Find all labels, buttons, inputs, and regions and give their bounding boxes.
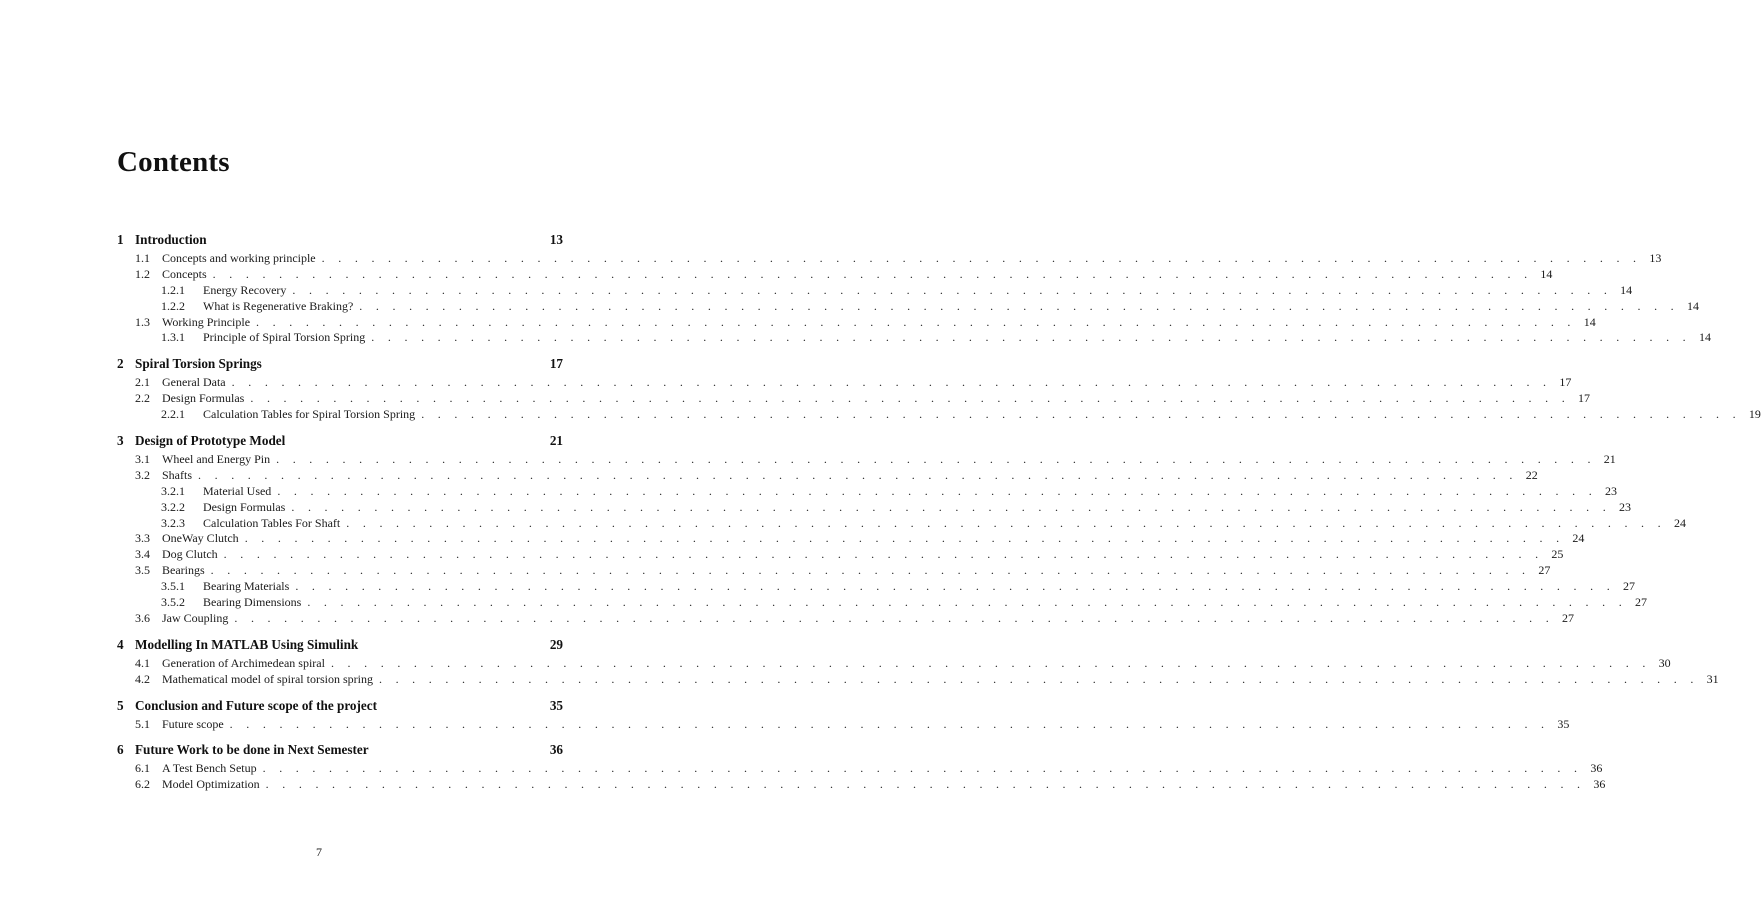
dot-leader: . . . . . . . . . . . . . . . . . . . . . . . . . . . . . . . . . . . . . . . . . . . . . . . . . . . . . . . . . . . . . . . . . . . . . . . . . . . . . . . .	[295, 579, 1616, 594]
toc-entry-title: A Test Bench Setup	[162, 761, 257, 776]
toc-entry-number: 1.2	[135, 266, 150, 281]
dot-leader: . . . . . . . . . . . . . . . . . . . . . . . . . . . . . . . . . . . . . . . . . . . . . . . . . . . . . . . . . . . . . . . . . . . . . . . . . . . . . . . .	[198, 467, 1518, 482]
dot-leader: . . . . . . . . . . . . . . . . . . . . . . . . . . . . . . . . . . . . . . . . . . . . . . . . . . . . . . . . . . . . . . . . . . . . . . . . . . . . . . . .	[277, 483, 1598, 498]
dot-leader: . . . . . . . . . . . . . . . . . . . . . . . . . . . . . . . . . . . . . . . . . . . . . . . . . . . . . . . . . . . . . . . . . . . . . . . . . . . . . . . .	[265, 777, 1586, 792]
toc-entry-title: Design Formulas	[203, 499, 286, 514]
toc-chapter	[117, 636, 1719, 688]
toc-subsection-entry[interactable]	[117, 579, 1636, 595]
toc-chapter-title: Spiral Torsion Springs	[135, 356, 262, 372]
dot-leader: . . . . . . . . . . . . . . . . . . . . . . . . . . . . . . . . . . . . . . . . . . . . . . . . . . . . . . . . . . . . . . . . . . . . . . . . . . . . . . . .	[210, 563, 1531, 578]
dot-leader: . . . . . . . . . . . . . . . . . . . . . . . . . . . . . . . . . . . . . . . . . . . . . . . . . . . . . . . . . . . . . . . . . . . . . . . . . . . . . . . .	[307, 595, 1628, 610]
toc-chapter	[117, 356, 1761, 423]
toc-chapter-number: 6	[117, 742, 124, 758]
toc-entry-page: 21	[1603, 452, 1616, 467]
dot-leader: . . . . . . . . . . . . . . . . . . . . . . . . . . . . . . . . . . . . . . . . . . . . . . . . . . . . . . . . . . . . . . . . . . . . . . . . . . . . . . . .	[229, 716, 1550, 731]
dot-leader: . . . . . . . . . . . . . . . . . . . . . . . . . . . . . . . . . . . . . . . . . . . . . . . . . . . . . . . . . . . . . . . . . . . . . . . . . . . . . . . .	[378, 671, 1699, 686]
toc-chapter-heading[interactable]	[117, 433, 563, 452]
toc-entry-number: 3.5	[135, 563, 150, 578]
dot-leader: . . . . . . . . . . . . . . . . . . . . . . . . . . . . . . . . . . . . . . . . . . . . . . . . . . . . . . . . . . . . . . . . . . . . . . . . . . . . . . . .	[231, 375, 1552, 390]
dot-leader: . . . . . . . . . . . . . . . . . . . . . . . . . . . . . . . . . . . . . . . . . . . . . . . . . . . . . . . . . . . . . . . . . . . . . . . . . . . . . . . .	[291, 499, 1612, 514]
toc-section-entry[interactable]	[117, 314, 1596, 331]
toc-entry-title: Bearing Materials	[203, 579, 290, 594]
toc-entry-title: Bearings	[162, 563, 205, 578]
dot-leader: . . . . . . . . . . . . . . . . . . . . . . . . . . . . . . . . . . . . . . . . . . . . . . . . . . . . . . . . . . . . . . . . . . . . . . . . . . . . . . . .	[292, 282, 1613, 297]
toc-entry-page: 24	[1673, 515, 1686, 530]
toc-entry-number: 1.2.2	[161, 298, 185, 313]
dot-leader: . . . . . . . . . . . . . . . . . . . . . . . . . . . . . . . . . . . . . . . . . . . . . . . . . . . . . . . . . . . . . . . . . . . . . . . . . . . . . . . .	[276, 452, 1596, 467]
toc-entry-page: 23	[1619, 499, 1632, 514]
toc-chapter-title: Modelling In MATLAB Using Simulink	[135, 636, 359, 652]
dot-leader: . . . . . . . . . . . . . . . . . . . . . . . . . . . . . . . . . . . . . . . . . . . . . . . . . . . . . . . . . . . . . . . . . . . . . . . . . . . . . . . .	[234, 610, 1555, 625]
dot-leader: . . . . . . . . . . . . . . . . . . . . . . . . . . . . . . . . . . . . . . . . . . . . . . . . . . . . . . . . . . . . . . . . . . . . . . . . . . . . . . . .	[346, 515, 1666, 530]
toc-entry-page: 14	[1686, 298, 1699, 313]
table-of-contents	[117, 232, 1761, 803]
toc-entry-number: 3.3	[135, 531, 150, 546]
toc-section-entry[interactable]	[117, 777, 1606, 793]
toc-entry-title: General Data	[162, 375, 226, 390]
toc-chapter-heading[interactable]	[117, 698, 563, 717]
toc-section-entry[interactable]	[117, 655, 1671, 672]
page-title: Contents	[117, 146, 230, 178]
dot-leader: . . . . . . . . . . . . . . . . . . . . . . . . . . . . . . . . . . . . . . . . . . . . . . . . . . . . . . . . . . . . . . . . . . . . . . . . . . . . . . . .	[256, 314, 1576, 329]
dot-leader: . . . . . . . . . . . . . . . . . . . . . . . . . . . . . . . . . . . . . . . . . . . . . . . . . . . . . . . . . . . . . . . . . . . . . . . . . . . . . . . .	[212, 266, 1533, 281]
toc-chapter-page: 36	[549, 742, 563, 758]
toc-entry-number: 2.2.1	[161, 407, 185, 422]
toc-entry-page: 14	[1698, 330, 1711, 345]
toc-chapter-heading[interactable]	[117, 637, 563, 656]
dot-leader: . . . . . . . . . . . . . . . . . . . . . . . . . . . . . . . . . . . . . . . . . . . . . . . . . . . . . . . . . . . . . . . . . . . . . . . . . . . . . . . .	[359, 298, 1679, 313]
toc-entry-page: 30	[1658, 655, 1671, 670]
toc-chapter-title: Introduction	[135, 232, 207, 247]
toc-entry-title: Future scope	[162, 716, 224, 731]
toc-entry-title: OneWay Clutch	[162, 531, 239, 546]
toc-entry-number: 5.1	[135, 716, 150, 731]
toc-entry-page: 24	[1572, 531, 1585, 546]
toc-section-entry[interactable]	[117, 547, 1564, 563]
toc-chapter	[117, 433, 1686, 627]
toc-entry-page: 36	[1590, 761, 1603, 776]
toc-entry-number: 3.5.2	[161, 595, 185, 610]
toc-entry-number: 3.5.1	[161, 579, 185, 594]
toc-entry-page: 14	[1540, 266, 1553, 281]
toc-entry-title: Material Used	[203, 483, 272, 498]
toc-chapter	[117, 742, 1606, 793]
toc-entry-page: 17	[1578, 391, 1591, 406]
toc-entry-title: Generation of Archimedean spiral	[162, 655, 325, 670]
toc-section-entry[interactable]	[117, 761, 1603, 777]
toc-entry-number: 3.2.1	[161, 483, 185, 498]
toc-subsection-entry[interactable]	[117, 515, 1686, 532]
toc-entry-title: Jaw Coupling	[162, 610, 229, 625]
dot-leader: . . . . . . . . . . . . . . . . . . . . . . . . . . . . . . . . . . . . . . . . . . . . . . . . . . . . . . . . . . . . . . . . . . . . . . . . . . . . . . . .	[321, 251, 1642, 265]
toc-entry-number: 4.2	[135, 671, 150, 686]
toc-entry-page: 14	[1583, 314, 1596, 329]
toc-section-entry[interactable]	[117, 563, 1551, 579]
toc-chapter-heading[interactable]	[117, 356, 563, 375]
toc-entry-number: 6.1	[135, 761, 150, 776]
toc-entry-page: 23	[1605, 483, 1618, 498]
dot-leader: . . . . . . . . . . . . . . . . . . . . . . . . . . . . . . . . . . . . . . . . . . . . . . . . . . . . . . . . . . . . . . . . . . . . . . . . . . . . . . . .	[223, 547, 1544, 562]
toc-subsection-entry[interactable]	[117, 483, 1618, 500]
toc-entry-page: 25	[1551, 547, 1564, 562]
toc-entry-page: 19	[1748, 407, 1761, 422]
toc-entry-page: 17	[1559, 375, 1572, 390]
toc-subsection-entry[interactable]	[117, 282, 1633, 299]
toc-section-entry[interactable]	[117, 531, 1585, 547]
toc-chapter-number: 3	[117, 433, 124, 449]
toc-chapter-title: Design of Prototype Model	[135, 433, 286, 449]
toc-chapter-page: 21	[549, 433, 563, 449]
toc-section-entry[interactable]	[117, 452, 1616, 468]
toc-entry-title: Design Formulas	[162, 391, 245, 406]
toc-entry-page: 31	[1706, 671, 1719, 686]
toc-chapter-heading[interactable]	[117, 232, 563, 251]
toc-entry-page: 36	[1593, 777, 1606, 792]
toc-section-entry[interactable]	[117, 251, 1662, 267]
toc-subsection-entry[interactable]	[117, 330, 1711, 346]
toc-entry-page: 14	[1620, 282, 1633, 297]
toc-entry-page: 27	[1623, 579, 1636, 594]
toc-entry-title: Calculation Tables for Spiral Torsion Spring	[203, 407, 416, 422]
toc-entry-number: 1.1	[135, 251, 150, 265]
dot-leader: . . . . . . . . . . . . . . . . . . . . . . . . . . . . . . . . . . . . . . . . . . . . . . . . . . . . . . . . . . . . . . . . . . . . . . . . . . . . . . . .	[262, 761, 1583, 776]
toc-chapter-page: 29	[549, 636, 563, 652]
page-number: 7	[316, 845, 322, 859]
toc-entry-page: 27	[1538, 563, 1551, 578]
toc-entry-number: 2.2	[135, 391, 150, 406]
toc-chapter-title: Future Work to be done in Next Semester	[135, 742, 369, 758]
toc-chapter-page: 35	[549, 697, 563, 713]
toc-entry-title: Bearing Dimensions	[203, 595, 302, 610]
toc-chapter-page: 17	[549, 356, 563, 372]
dot-leader: . . . . . . . . . . . . . . . . . . . . . . . . . . . . . . . . . . . . . . . . . . . . . . . . . . . . . . . . . . . . . . . . . . . . . . . . . . . . . . . .	[244, 531, 1565, 546]
toc-entry-title: Wheel and Energy Pin	[162, 452, 271, 467]
toc-entry-number: 3.2.2	[161, 499, 185, 514]
toc-subsection-entry[interactable]	[117, 595, 1648, 611]
toc-subsection-entry[interactable]	[117, 499, 1632, 516]
dot-leader: . . . . . . . . . . . . . . . . . . . . . . . . . . . . . . . . . . . . . . . . . . . . . . . . . . . . . . . . . . . . . . . . . . . . . . . . . . . . . . . .	[330, 655, 1651, 670]
dot-leader: . . . . . . . . . . . . . . . . . . . . . . . . . . . . . . . . . . . . . . . . . . . . . . . . . . . . . . . . . . . . . . . . . . . . . . . . . . . . . . . .	[371, 330, 1691, 345]
toc-section-entry[interactable]	[117, 671, 1719, 688]
toc-chapter-number: 2	[117, 356, 124, 372]
toc-entry-page: 35	[1557, 716, 1570, 731]
toc-section-entry[interactable]	[117, 391, 1591, 407]
dot-leader: . . . . . . . . . . . . . . . . . . . . . . . . . . . . . . . . . . . . . . . . . . . . . . . . . . . . . . . . . . . . . . . . . . . . . . . . . . . . . . . .	[250, 391, 1571, 406]
toc-entry-number: 3.1	[135, 452, 150, 467]
toc-entry-title: Mathematical model of spiral torsion spring	[162, 671, 373, 686]
toc-entry-number: 4.1	[135, 655, 150, 670]
toc-entry-number: 1.2.1	[161, 282, 185, 297]
toc-chapter	[117, 697, 1570, 733]
toc-entry-number: 3.2	[135, 467, 150, 482]
toc-section-entry[interactable]	[117, 610, 1575, 627]
toc-entry-number: 1.3.1	[161, 330, 185, 345]
toc-entry-page: 27	[1562, 610, 1575, 625]
toc-section-entry[interactable]	[117, 375, 1572, 391]
toc-chapter-number: 1	[117, 232, 124, 247]
toc-entry-title: Working Principle	[162, 314, 251, 329]
toc-entry-number: 1.3	[135, 314, 150, 329]
toc-chapter-number: 4	[117, 636, 124, 652]
toc-entry-title: Calculation Tables For Shaft	[203, 515, 341, 530]
toc-entry-number: 3.4	[135, 547, 150, 562]
toc-section-entry[interactable]	[117, 266, 1553, 283]
toc-entry-page: 27	[1635, 595, 1648, 610]
toc-entry-page: 13	[1649, 251, 1662, 265]
toc-entry-page: 22	[1525, 467, 1538, 482]
toc-entry-number: 3.2.3	[161, 515, 185, 530]
toc-chapter	[117, 232, 1711, 346]
toc-chapter-page: 13	[549, 232, 563, 247]
toc-subsection-entry[interactable]	[117, 298, 1699, 315]
toc-entry-title: What is Regenerative Braking?	[203, 298, 354, 313]
toc-entry-title: Concepts and working principle	[162, 251, 316, 265]
toc-section-entry[interactable]	[117, 467, 1538, 484]
toc-entry-number: 3.6	[135, 610, 150, 625]
dot-leader: . . . . . . . . . . . . . . . . . . . . . . . . . . . . . . . . . . . . . . . . . . . . . . . . . . . . . . . . . . . . . . . . . . . . . . . . . . . . . . . .	[421, 407, 1741, 422]
toc-entry-title: Model Optimization	[162, 777, 260, 792]
toc-entry-number: 6.2	[135, 777, 150, 792]
toc-entry-number: 2.1	[135, 375, 150, 390]
toc-entry-title: Dog Clutch	[162, 547, 218, 562]
toc-subsection-entry[interactable]	[117, 407, 1761, 423]
toc-entry-title: Energy Recovery	[203, 282, 287, 297]
toc-section-entry[interactable]	[117, 716, 1570, 733]
toc-entry-title: Shafts	[162, 467, 192, 482]
toc-entry-title: Concepts	[162, 266, 207, 281]
toc-chapter-title: Conclusion and Future scope of the project	[135, 697, 378, 713]
toc-chapter-heading[interactable]	[117, 742, 563, 761]
toc-entry-title: Principle of Spiral Torsion Spring	[203, 330, 366, 345]
toc-chapter-number: 5	[117, 697, 124, 713]
